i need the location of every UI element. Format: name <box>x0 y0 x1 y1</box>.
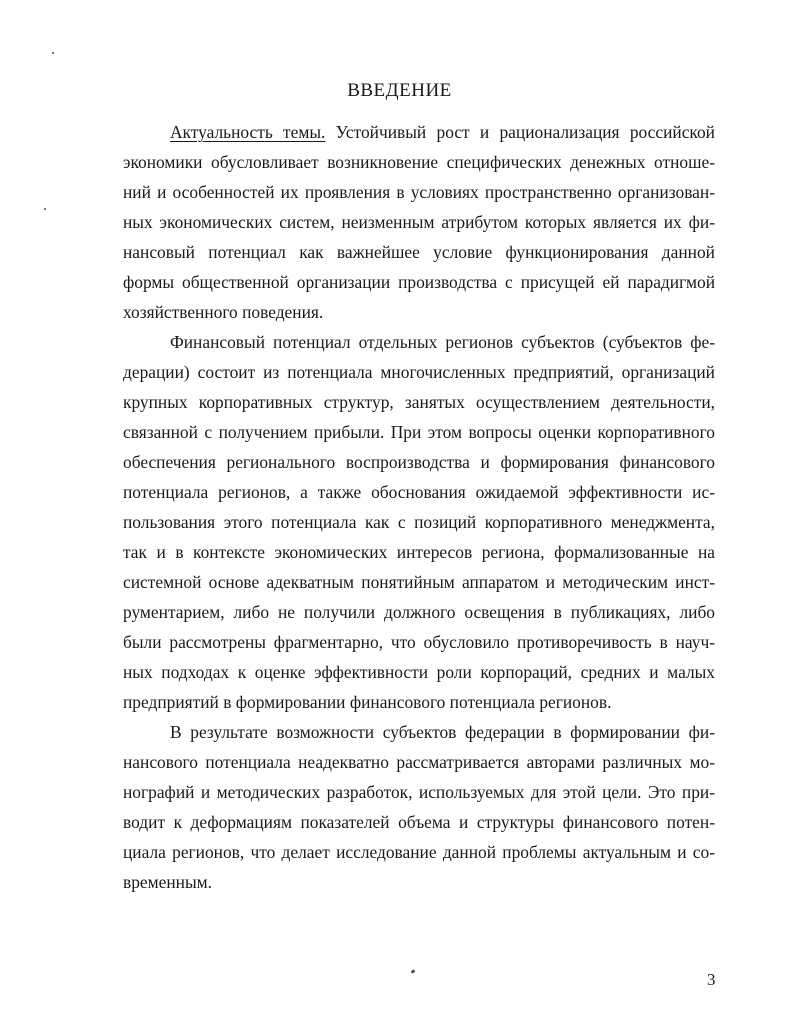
section-label: Актуальность темы. <box>170 122 326 142</box>
page-number: 3 <box>707 970 716 989</box>
scan-speck <box>44 208 46 210</box>
paragraph-1-line-3: ний и особенностей их проявления в условиях пространственно организован- <box>123 182 715 202</box>
paragraph-2-line-1: Финансовый потенциал отдельных регионов субъектов (субъектов фе- <box>170 332 715 352</box>
paragraph-2-line-4: связанной с получением прибыли. При этом вопросы оценки корпоративного <box>123 422 715 442</box>
paragraph-1-line-5: нансовый потенциал как важнейшее условие функционирования данной <box>123 242 715 262</box>
paragraph-2-line-11: были рассмотрены фрагментарно, что обусловило противоречивость в науч- <box>123 632 715 652</box>
paragraph-1-line-7: хозяйственного поведения. <box>123 302 324 322</box>
paragraph-2-line-9: системной основе адекватным понятийным аппаратом и методическим инст- <box>123 572 715 592</box>
paragraph-1-line-1-text: Устойчивый рост и рационализация российской <box>325 122 715 142</box>
scan-speck <box>52 52 54 54</box>
paragraph-1-line-4: ных экономических систем, неизменным атрибутом которых является их фи- <box>123 212 715 232</box>
paragraph-1-line-1 <box>170 122 715 142</box>
paragraph-2-line-2: дерации) состоит из потенциала многочисленных предприятий, организаций <box>123 362 715 382</box>
paragraph-2-line-13: предприятий в формировании финансового потенциала регионов. <box>123 692 612 712</box>
paragraph-2-line-5: обеспечения регионального воспроизводства и формирования финансового <box>123 452 715 472</box>
paragraph-3-line-5: циала регионов, что делает исследование данной проблемы актуальным и со- <box>123 842 715 862</box>
paragraph-2-line-12: ных подходах к оценке эффективности роли корпораций, средних и малых <box>123 662 715 682</box>
paragraph-3-line-6: временным. <box>123 872 212 892</box>
paragraph-2-line-6: потенциала регионов, а также обоснования ожидаемой эффективности ис- <box>123 482 715 502</box>
paragraph-2-line-3: крупных корпоративных структур, занятых осуществлением деятельности, <box>123 392 715 412</box>
paragraph-2-line-8: так и в контексте экономических интересов региона, формализованные на <box>123 542 715 562</box>
paragraph-2-line-7: пользования этого потенциала как с позиций корпоративного менеджмента, <box>123 512 715 532</box>
paragraph-1-line-2: экономики обусловливает возникновение специфических денежных отноше- <box>123 152 715 172</box>
paragraph-2-line-10: рументарием, либо не получили должного освещения в публикациях, либо <box>123 602 715 622</box>
paragraph-3-line-4: водит к деформациям показателей объема и структуры финансового потен- <box>123 812 715 832</box>
paragraph-3-line-1: В результате возможности субъектов федерации в формировании фи- <box>170 722 715 742</box>
paragraph-3-line-2: нансового потенциала неадекватно рассматривается авторами различных мо- <box>123 752 715 772</box>
paragraph-1-line-6: формы общественной организации производства с присущей ей парадигмой <box>123 272 715 292</box>
paragraph-3-line-3: нографий и методических разработок, используемых для этой цели. Это при- <box>123 782 715 802</box>
page-heading: ВВЕДЕНИЕ <box>347 80 452 101</box>
scan-speck <box>411 969 416 974</box>
